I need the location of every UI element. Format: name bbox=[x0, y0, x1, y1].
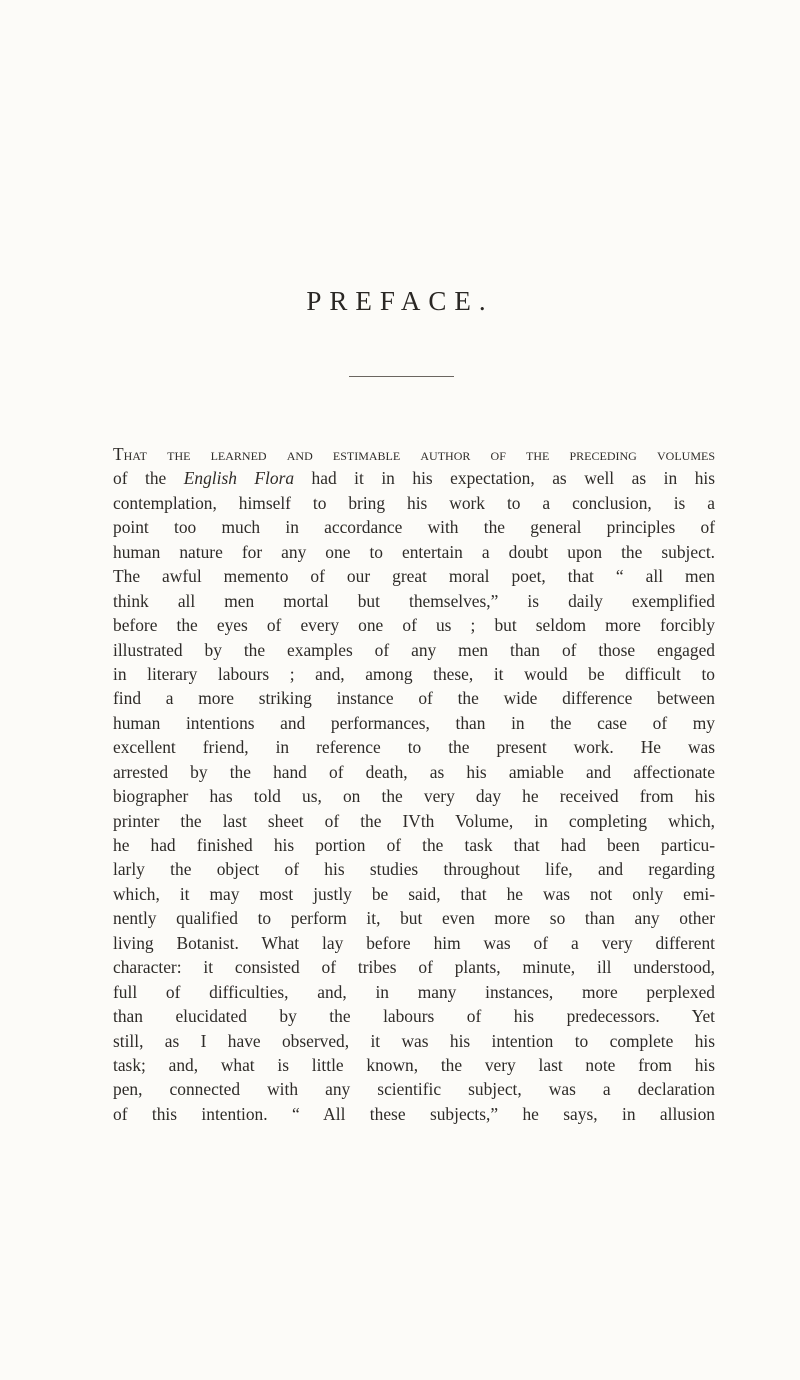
text-line: illustrated by the examples of any men than of those engaged bbox=[113, 639, 715, 660]
text-line: printer the last sheet of the IVth Volume, in completing which, bbox=[113, 810, 715, 831]
text-line-content: That the learned and estimable author of the preceding volumes bbox=[113, 444, 715, 464]
text-line: nently qualified to perform it, but even more so than any other bbox=[113, 908, 715, 929]
text-line: The awful memento of our great moral poet, that “ all men bbox=[113, 566, 715, 587]
text-line: he had finished his portion of the task that had been particu- bbox=[113, 835, 715, 855]
text-line: which, it may most justly be said, that he was not only emi- bbox=[113, 883, 715, 904]
text-line: human nature for any one to entertain a doubt upon the subject. bbox=[113, 541, 715, 562]
text-line: contemplation, himself to bring his work to a conclusion, is a bbox=[113, 492, 715, 513]
text-line: before the eyes of every one of us ; but seldom more forcibly bbox=[113, 615, 715, 636]
text-line: living Botanist. What lay before him was of a very different bbox=[113, 932, 715, 953]
text-line: excellent friend, in reference to the present work. He was bbox=[113, 737, 715, 758]
book-title-italic: English Flora bbox=[183, 468, 295, 489]
text-line-content: of the English Flora had it in his expectation, as well as in his bbox=[113, 468, 715, 489]
text-line: than elucidated by the labours of his predecessors. Yet bbox=[113, 1006, 715, 1027]
text-line: arrested by the hand of death, as his amiable and affectionate bbox=[113, 761, 715, 782]
text-line: character: it consisted of tribes of plants, minute, ill understood, bbox=[113, 957, 715, 978]
text-line: still, as I have observed, it was his intention to complete his bbox=[113, 1030, 715, 1051]
text-line: point too much in accordance with the general principles of bbox=[113, 517, 715, 538]
text-line: larly the object of his studies throughout life, and regarding bbox=[113, 859, 715, 880]
text-line: task; and, what is little known, the very last note from his bbox=[113, 1054, 715, 1075]
text-line: biographer has told us, on the very day he received from his bbox=[113, 786, 715, 807]
page-title: PREFACE. bbox=[306, 286, 494, 316]
text-line: in literary labours ; and, among these, it would be difficult to bbox=[113, 663, 715, 684]
preface-body bbox=[113, 442, 715, 1126]
text-line: full of difficulties, and, in many instances, more perplexed bbox=[113, 981, 715, 1002]
text-line: find a more striking instance of the wide difference between bbox=[113, 688, 715, 709]
title-divider bbox=[349, 376, 454, 377]
text-line: pen, connected with any scientific subject, was a declaration bbox=[113, 1079, 715, 1100]
text-line: of this intention. “ All these subjects,” he says, in allusion bbox=[113, 1103, 715, 1124]
text-line bbox=[113, 442, 715, 466]
text-line: human intentions and performances, than in the case of my bbox=[113, 712, 715, 733]
text-line: think all men mortal but themselves,” is daily exemplified bbox=[113, 590, 715, 611]
text-line bbox=[113, 466, 715, 490]
